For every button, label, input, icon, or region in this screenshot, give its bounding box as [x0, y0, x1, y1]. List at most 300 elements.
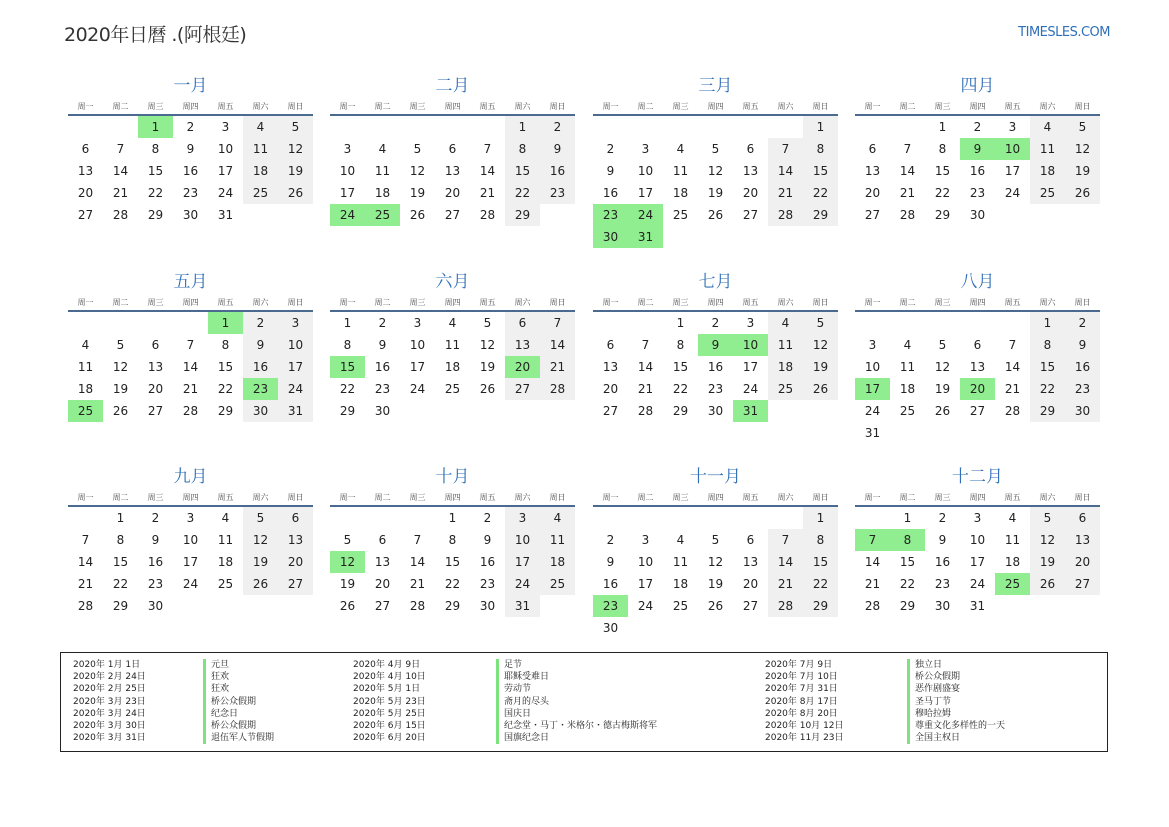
weekday-label: 周一: [602, 298, 619, 307]
legend-date: 2020年 5月 1日: [353, 684, 421, 695]
holiday-day-cell: 23: [593, 204, 628, 226]
day-cell: 17: [217, 164, 234, 178]
day-cell: 31: [969, 599, 986, 613]
empty-cell: [628, 312, 663, 334]
legend-holiday-name: 耶稣受难日: [496, 671, 657, 683]
day-cell: 20: [864, 186, 881, 200]
week-row: [593, 138, 838, 160]
day-cell: 17: [742, 360, 759, 374]
legend-names-col-3: [907, 659, 1005, 744]
day-cell: 24: [505, 573, 540, 595]
day-cell: 12: [1030, 529, 1065, 551]
day-cell: 23: [374, 382, 391, 396]
day-cell: 10: [217, 142, 234, 156]
weekday-header: [593, 488, 838, 507]
empty-cell: [208, 595, 243, 617]
day-cell: 2: [540, 116, 575, 138]
day-cell: 20: [374, 577, 391, 591]
page-title: 2020年日曆 .(阿根廷): [64, 24, 247, 46]
day-cell: 25: [217, 577, 234, 591]
empty-cell: [470, 400, 505, 422]
weekday-label: 周一: [864, 102, 881, 111]
weekday-label: 周日: [549, 102, 566, 111]
day-cell: 24: [637, 599, 654, 613]
day-cell: 27: [742, 599, 759, 613]
weekday-label: 周四: [182, 102, 199, 111]
day-cell: 10: [864, 360, 881, 374]
week-row: [330, 573, 575, 595]
day-cell: 8: [343, 338, 352, 352]
day-cell: 18: [672, 186, 689, 200]
week-row: [330, 595, 575, 617]
week-row: [68, 334, 313, 356]
weekday-label: 周三: [409, 493, 426, 502]
day-cell: 2: [151, 511, 160, 525]
week-row: [68, 204, 313, 226]
day-cell: 25: [672, 599, 689, 613]
day-cell: 12: [803, 334, 838, 356]
week-row: [68, 400, 313, 422]
day-cell: 22: [934, 186, 951, 200]
day-cell: 24: [1004, 186, 1021, 200]
day-cell: 17: [505, 551, 540, 573]
day-cell: 14: [479, 164, 496, 178]
empty-cell: [103, 312, 138, 334]
weekday-label: 周三: [672, 102, 689, 111]
weekday-label: 周二: [112, 298, 129, 307]
week-row: [593, 182, 838, 204]
empty-cell: [365, 116, 400, 138]
day-cell: 18: [1030, 160, 1065, 182]
empty-cell: [628, 116, 663, 138]
week-row: [330, 138, 575, 160]
day-cell: 8: [448, 533, 457, 547]
month-block: [593, 75, 838, 248]
day-cell: 6: [606, 338, 615, 352]
weekday-label: 周五: [742, 102, 759, 111]
week-row: [593, 334, 838, 356]
day-cell: 14: [540, 334, 575, 356]
day-cell: 29: [934, 208, 951, 222]
day-cell: 4: [81, 338, 90, 352]
week-row: [855, 422, 1100, 444]
day-cell: 23: [934, 577, 951, 591]
day-cell: 31: [217, 208, 234, 222]
day-cell: 26: [278, 182, 313, 204]
day-cell: 8: [505, 138, 540, 160]
day-cell: 26: [934, 404, 951, 418]
empty-cell: [593, 116, 628, 138]
week-row: [593, 160, 838, 182]
day-cell: 16: [602, 186, 619, 200]
day-cell: 28: [479, 208, 496, 222]
weekday-label: 周四: [969, 102, 986, 111]
weekday-header: [855, 488, 1100, 507]
day-cell: 22: [339, 382, 356, 396]
day-cell: 17: [969, 555, 986, 569]
legend-dates-col-2: [353, 659, 426, 744]
week-row: [330, 507, 575, 529]
empty-cell: [855, 116, 890, 138]
day-cell: 18: [374, 186, 391, 200]
empty-cell: [1030, 204, 1065, 226]
day-cell: 25: [768, 378, 803, 400]
week-row: [855, 204, 1100, 226]
day-cell: 8: [221, 338, 230, 352]
day-cell: 9: [483, 533, 492, 547]
day-cell: 2: [378, 316, 387, 330]
week-row: [855, 356, 1100, 378]
empty-cell: [243, 595, 278, 617]
day-cell: 3: [868, 338, 877, 352]
day-cell: 8: [938, 142, 947, 156]
month-name: 七月: [698, 272, 733, 292]
week-row: [330, 356, 575, 378]
day-cell: 7: [116, 142, 125, 156]
legend-holiday-name: 足节: [496, 659, 657, 671]
weekday-label: 周日: [812, 298, 829, 307]
day-cell: 16: [374, 360, 391, 374]
day-cell: 28: [768, 204, 803, 226]
day-cell: 17: [278, 356, 313, 378]
holiday-day-cell: 30: [593, 226, 628, 248]
day-cell: 25: [444, 382, 461, 396]
day-cell: 15: [112, 555, 129, 569]
empty-cell: [995, 312, 1030, 334]
day-cell: 5: [803, 312, 838, 334]
week-row: [855, 400, 1100, 422]
weekday-label: 周日: [812, 493, 829, 502]
day-cell: 19: [479, 360, 496, 374]
legend-holiday-name: 圣马丁节: [907, 696, 1005, 708]
month-name: 十月: [435, 467, 470, 487]
weekday-label: 周日: [1074, 493, 1091, 502]
day-cell: 13: [742, 555, 759, 569]
empty-cell: [803, 226, 838, 248]
weekday-label: 周五: [479, 493, 496, 502]
legend-holiday-name: 元旦: [203, 659, 274, 671]
day-cell: 23: [479, 577, 496, 591]
weekday-label: 周六: [777, 298, 794, 307]
day-cell: 5: [278, 116, 313, 138]
holiday-day-cell: 1: [138, 116, 173, 138]
weekday-label: 周二: [637, 102, 654, 111]
weekday-label: 周四: [969, 493, 986, 502]
day-cell: 28: [112, 208, 129, 222]
legend-date: 2020年 7月 31日: [765, 684, 838, 695]
day-cell: 12: [479, 338, 496, 352]
month-block: [68, 466, 313, 617]
day-cell: 9: [243, 334, 278, 356]
week-row: [855, 507, 1100, 529]
weekday-label: 周一: [77, 298, 94, 307]
week-row: [593, 400, 838, 422]
day-cell: 22: [672, 382, 689, 396]
legend-holiday-name: 狂欢: [203, 683, 274, 695]
legend-date: 2020年 4月 9日: [353, 660, 421, 670]
weekday-label: 周二: [374, 493, 391, 502]
day-cell: 7: [903, 142, 912, 156]
day-cell: 22: [505, 182, 540, 204]
legend-holiday-name: 全国主权日: [907, 732, 1005, 744]
day-cell: 21: [1004, 382, 1021, 396]
day-cell: 24: [217, 186, 234, 200]
day-cell: 22: [444, 577, 461, 591]
day-cell: 12: [707, 555, 724, 569]
day-cell: 17: [409, 360, 426, 374]
legend-date: 2020年 1月 1日: [73, 660, 141, 670]
day-cell: 30: [374, 404, 391, 418]
day-cell: 16: [969, 164, 986, 178]
day-cell: 11: [1030, 138, 1065, 160]
week-row: [593, 312, 838, 334]
day-cell: 7: [540, 312, 575, 334]
week-row: [68, 378, 313, 400]
weekday-label: 周一: [339, 102, 356, 111]
week-row: [330, 334, 575, 356]
weekday-label: 周三: [147, 493, 164, 502]
day-cell: 6: [746, 533, 755, 547]
day-cell: 29: [1030, 400, 1065, 422]
day-cell: 4: [1030, 116, 1065, 138]
weekday-label: 周五: [479, 298, 496, 307]
empty-cell: [890, 422, 925, 444]
day-cell: 10: [339, 164, 356, 178]
day-cell: 13: [278, 529, 313, 551]
weekday-label: 周日: [812, 102, 829, 111]
day-cell: 5: [1065, 116, 1100, 138]
day-cell: 4: [378, 142, 387, 156]
empty-cell: [400, 400, 435, 422]
empty-cell: [435, 116, 470, 138]
weekday-label: 周二: [899, 298, 916, 307]
day-cell: 19: [112, 382, 129, 396]
day-cell: 19: [934, 382, 951, 396]
legend-holiday-name: 独立日: [907, 659, 1005, 671]
week-row: [68, 116, 313, 138]
day-cell: 5: [483, 316, 492, 330]
empty-cell: [995, 595, 1030, 617]
day-cell: 16: [147, 555, 164, 569]
day-cell: 28: [637, 404, 654, 418]
day-cell: 19: [803, 356, 838, 378]
empty-cell: [1065, 422, 1100, 444]
weekday-label: 周六: [1039, 102, 1056, 111]
empty-cell: [803, 617, 838, 639]
day-cell: 5: [711, 142, 720, 156]
day-cell: 21: [77, 577, 94, 591]
day-cell: 8: [676, 338, 685, 352]
month-name: 五月: [173, 272, 208, 292]
month-block: [330, 271, 575, 422]
legend-date: 2020年 11月 23日: [765, 733, 844, 744]
week-row: [593, 378, 838, 400]
day-cell: 8: [116, 533, 125, 547]
day-cell: 10: [969, 533, 986, 547]
day-cell: 30: [1065, 400, 1100, 422]
month-block: [68, 271, 313, 422]
day-cell: 27: [602, 404, 619, 418]
day-cell: 13: [742, 164, 759, 178]
empty-cell: [173, 595, 208, 617]
day-cell: 10: [278, 334, 313, 356]
empty-cell: [470, 116, 505, 138]
holiday-day-cell: 25: [365, 204, 400, 226]
day-cell: 16: [243, 356, 278, 378]
day-cell: 18: [768, 356, 803, 378]
empty-cell: [698, 507, 733, 529]
empty-cell: [505, 400, 540, 422]
day-cell: 5: [116, 338, 125, 352]
day-cell: 6: [1065, 507, 1100, 529]
day-cell: 21: [768, 573, 803, 595]
weekday-label: 周五: [1004, 298, 1021, 307]
day-cell: 28: [864, 599, 881, 613]
weekday-label: 周三: [409, 298, 426, 307]
day-cell: 5: [938, 338, 947, 352]
day-cell: 11: [444, 338, 461, 352]
day-cell: 15: [934, 164, 951, 178]
day-cell: 18: [217, 555, 234, 569]
empty-cell: [663, 226, 698, 248]
day-cell: 16: [1065, 356, 1100, 378]
legend-date: 2020年 3月 24日: [73, 708, 146, 719]
week-row: [855, 595, 1100, 617]
holiday-day-cell: 20: [505, 356, 540, 378]
day-cell: 12: [112, 360, 129, 374]
day-cell: 23: [182, 186, 199, 200]
legend-date: 2020年 3月 31日: [73, 733, 146, 744]
weekday-label: 周四: [707, 298, 724, 307]
day-cell: 12: [934, 360, 951, 374]
empty-cell: [663, 617, 698, 639]
day-cell: 6: [505, 312, 540, 334]
empty-cell: [330, 116, 365, 138]
day-cell: 13: [864, 164, 881, 178]
day-cell: 22: [899, 577, 916, 591]
day-cell: 25: [899, 404, 916, 418]
empty-cell: [68, 507, 103, 529]
day-cell: 22: [803, 182, 838, 204]
legend-date: 2020年 7月 9日: [765, 660, 833, 670]
empty-cell: [1065, 595, 1100, 617]
weekday-label: 周一: [864, 298, 881, 307]
legend-holiday-name: 纪念日: [203, 708, 274, 720]
day-cell: 26: [707, 208, 724, 222]
holiday-day-cell: 23: [593, 595, 628, 617]
week-row: [855, 160, 1100, 182]
legend-holiday-name: 尊重文化多样性的一天: [907, 720, 1005, 732]
day-cell: 5: [343, 533, 352, 547]
day-cell: 6: [973, 338, 982, 352]
month-block: [330, 75, 575, 226]
legend-date: 2020年 10月 12日: [765, 720, 844, 731]
day-cell: 29: [217, 404, 234, 418]
day-cell: 4: [1008, 511, 1017, 525]
weekday-label: 周五: [742, 298, 759, 307]
empty-cell: [103, 116, 138, 138]
week-row: [593, 204, 838, 226]
weekday-label: 周二: [112, 102, 129, 111]
day-cell: 30: [182, 208, 199, 222]
legend-date: 2020年 8月 20日: [765, 708, 838, 719]
day-cell: 12: [278, 138, 313, 160]
day-cell: 21: [768, 182, 803, 204]
legend-names-col-1: [203, 659, 274, 744]
day-cell: 8: [803, 529, 838, 551]
day-cell: 28: [768, 595, 803, 617]
day-cell: 2: [606, 533, 615, 547]
weekday-label: 周四: [969, 298, 986, 307]
empty-cell: [68, 312, 103, 334]
day-cell: 15: [217, 360, 234, 374]
day-cell: 3: [413, 316, 422, 330]
day-cell: 17: [182, 555, 199, 569]
week-row: [593, 507, 838, 529]
day-cell: 4: [903, 338, 912, 352]
day-cell: 30: [479, 599, 496, 613]
weekday-label: 周五: [217, 493, 234, 502]
week-row: [330, 312, 575, 334]
month-block: [855, 271, 1100, 444]
day-cell: 14: [768, 551, 803, 573]
empty-cell: [925, 422, 960, 444]
day-cell: 3: [278, 312, 313, 334]
weekday-label: 周五: [217, 298, 234, 307]
day-cell: 2: [938, 511, 947, 525]
day-cell: 26: [1030, 573, 1065, 595]
day-cell: 14: [112, 164, 129, 178]
day-cell: 6: [151, 338, 160, 352]
week-row: [68, 312, 313, 334]
site-link[interactable]: TIMESLES.COM: [1018, 25, 1110, 40]
holiday-day-cell: 24: [628, 204, 663, 226]
day-cell: 13: [602, 360, 619, 374]
weekday-label: 周四: [444, 493, 461, 502]
weekday-header: [593, 293, 838, 312]
day-cell: 16: [934, 555, 951, 569]
month-block: [330, 466, 575, 617]
weekday-label: 周三: [934, 298, 951, 307]
day-cell: 21: [864, 577, 881, 591]
holiday-day-cell: 8: [890, 529, 925, 551]
day-cell: 15: [672, 360, 689, 374]
day-cell: 26: [479, 382, 496, 396]
weekday-label: 周一: [602, 493, 619, 502]
day-cell: 27: [742, 208, 759, 222]
month-name: 二月: [435, 76, 470, 96]
day-cell: 26: [112, 404, 129, 418]
day-cell: 8: [803, 138, 838, 160]
empty-cell: [593, 312, 628, 334]
day-cell: 27: [505, 378, 540, 400]
day-cell: 29: [339, 404, 356, 418]
day-cell: 21: [409, 577, 426, 591]
day-cell: 14: [864, 555, 881, 569]
day-cell: 2: [606, 142, 615, 156]
day-cell: 9: [151, 533, 160, 547]
holiday-day-cell: 9: [960, 138, 995, 160]
day-cell: 12: [707, 164, 724, 178]
holiday-day-cell: 1: [208, 312, 243, 334]
day-cell: 19: [278, 160, 313, 182]
empty-cell: [733, 617, 768, 639]
day-cell: 7: [1008, 338, 1017, 352]
weekday-label: 周六: [1039, 298, 1056, 307]
day-cell: 21: [479, 186, 496, 200]
day-cell: 2: [711, 316, 720, 330]
weekday-label: 周三: [934, 102, 951, 111]
